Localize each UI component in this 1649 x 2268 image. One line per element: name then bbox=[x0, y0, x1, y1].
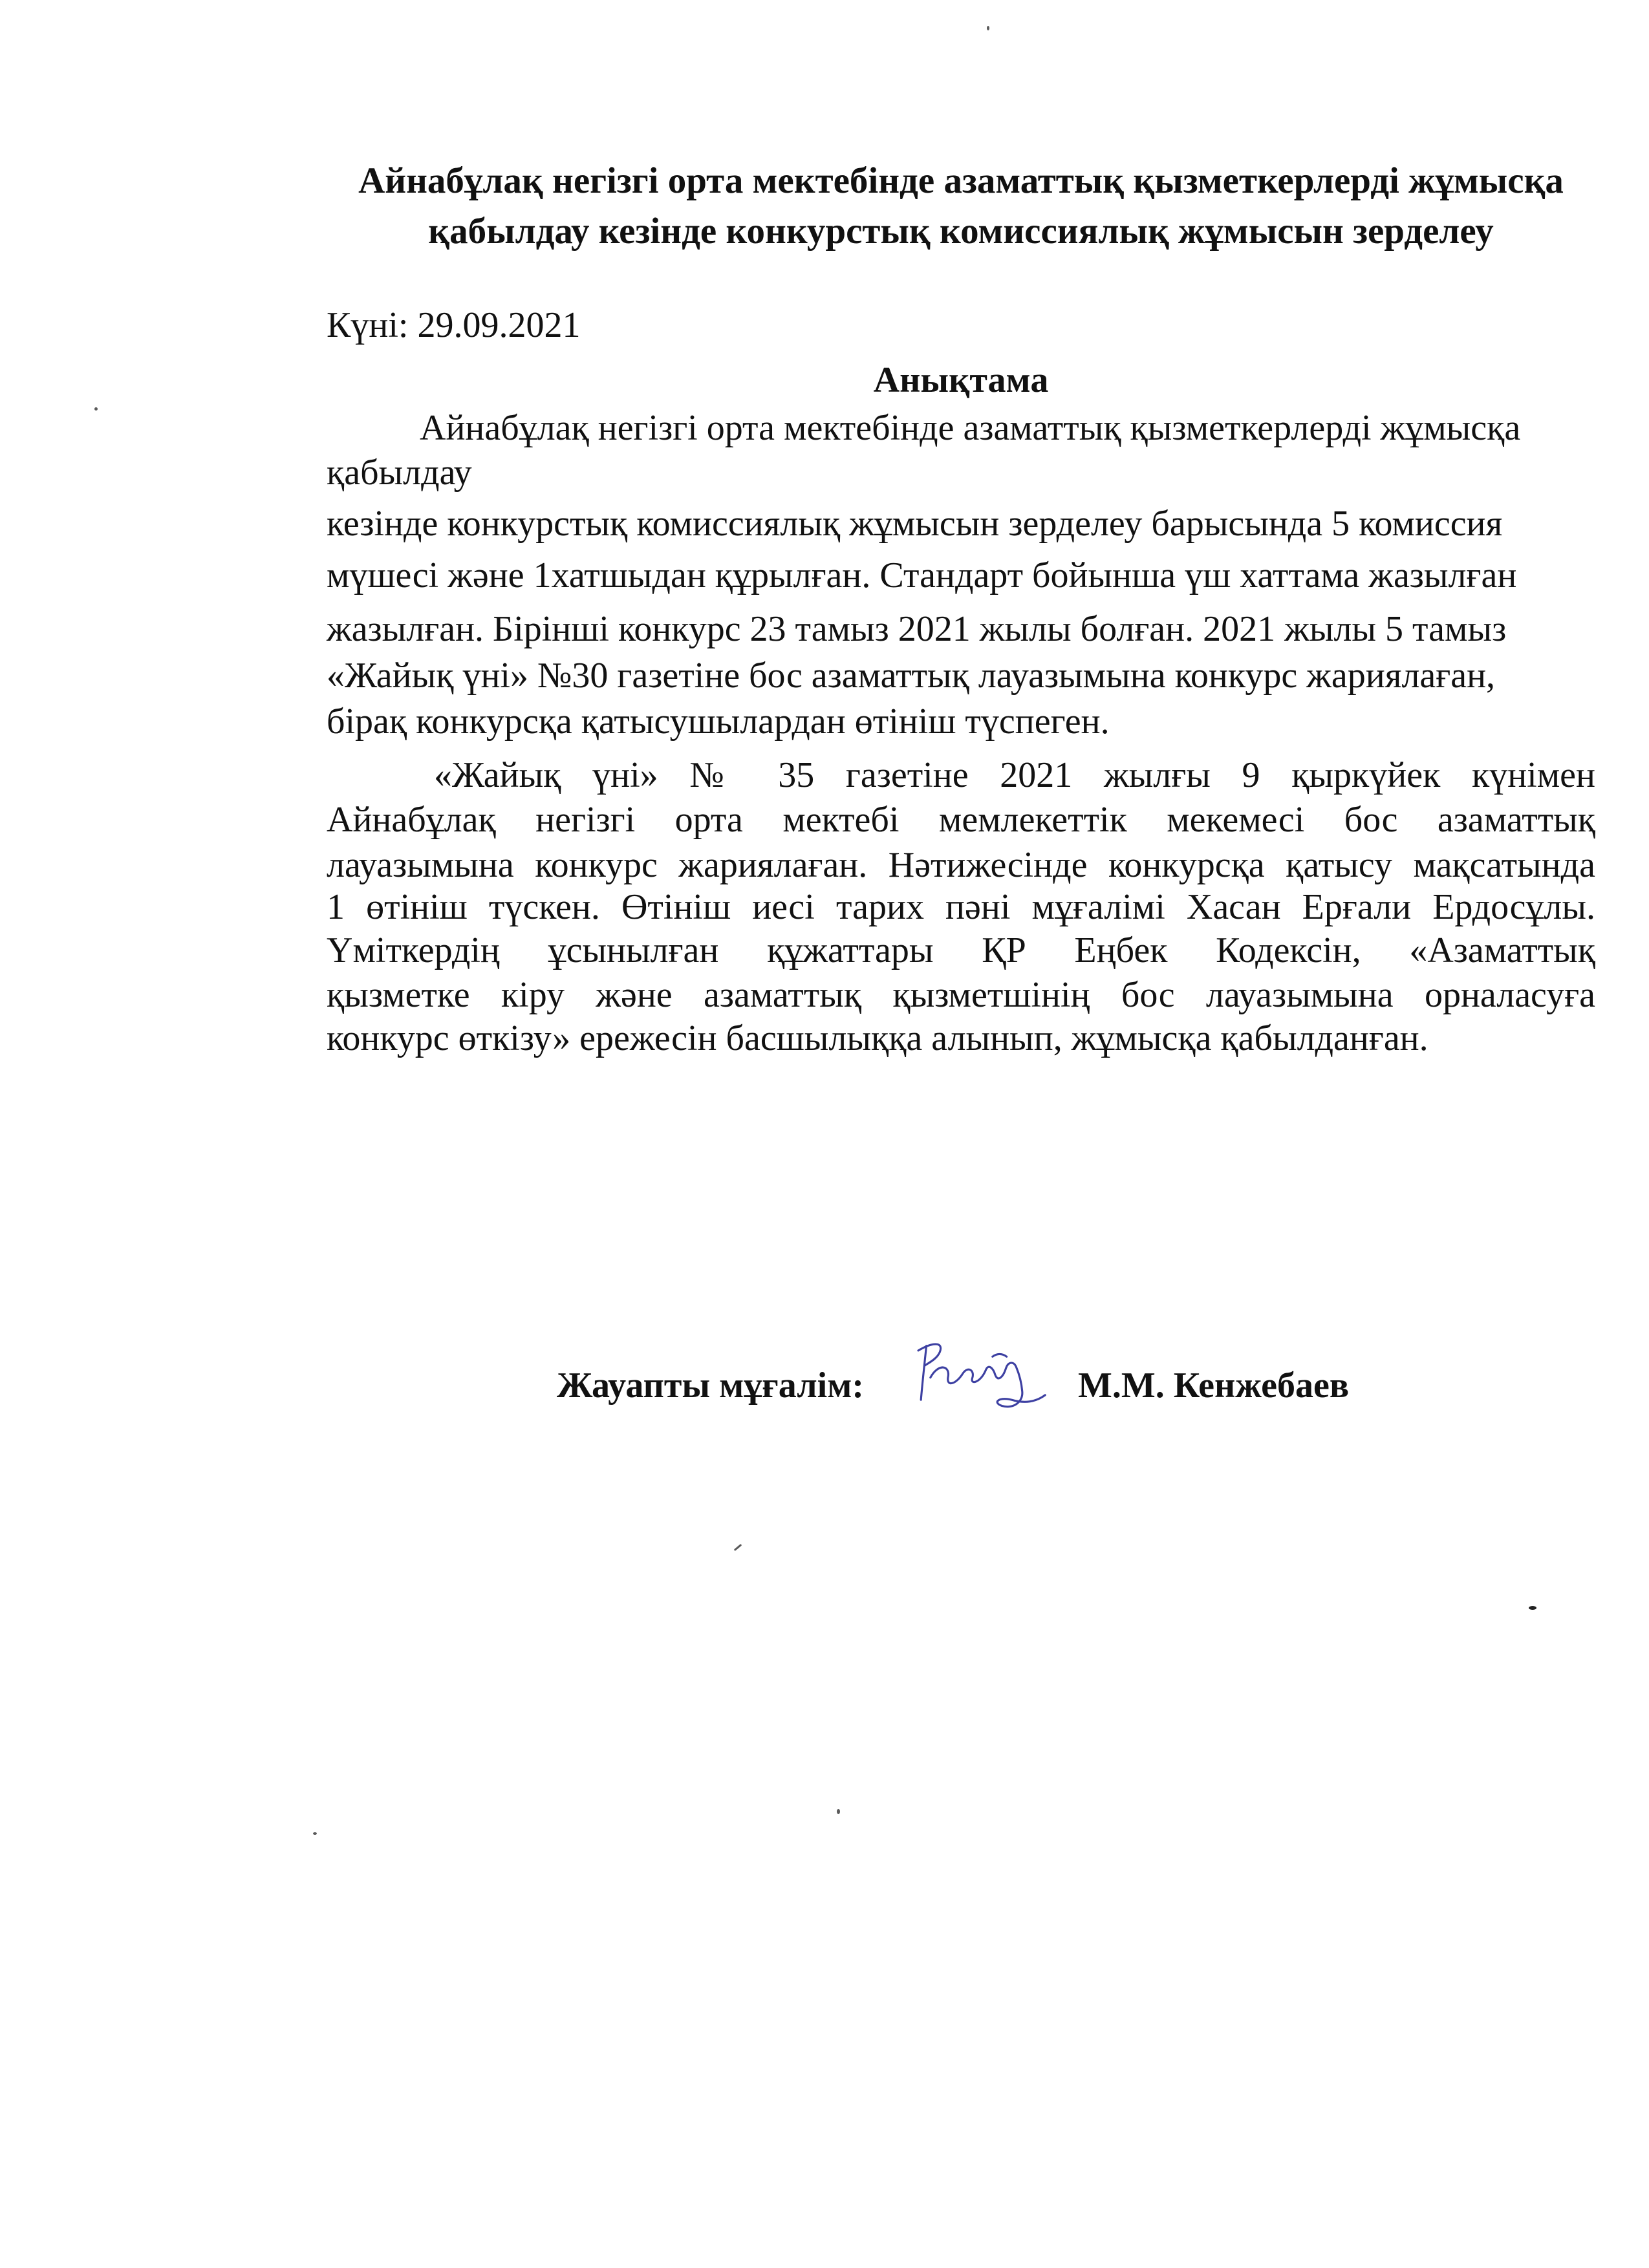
document-title-line-2: қабылдау кезінде конкурстық комиссиялық жұмысын зерделеу bbox=[428, 211, 1494, 251]
signatory-name: М.М. Кенжебаев bbox=[1078, 1365, 1350, 1406]
paragraph-2-line: лауазымына конкурс жариялаған. Нәтижесінде конкурсқа қатысу мақсатында bbox=[327, 845, 1595, 885]
scan-speck bbox=[734, 1544, 742, 1551]
scan-speck bbox=[313, 1832, 317, 1835]
paragraph-2-line: «Жайық үні» № 35 газетіне 2021 жылғы 9 қыркүйек күнімен bbox=[434, 755, 1595, 795]
handwritten-signature bbox=[912, 1336, 1049, 1413]
paragraph-1-line: мүшесі және 1хатшыдан құрылған. Стандарт бойынша үш хаттама жазылған bbox=[327, 555, 1517, 595]
paragraph-1-line: бірақ конкурсқа қатысушылардан өтініш түспеген. bbox=[327, 701, 1110, 742]
paragraph-2-line: Үміткердің ұсынылған құжаттары ҚР Еңбек Кодексін, «Азаматтық bbox=[327, 930, 1595, 970]
document-date: Күні: 29.09.2021 bbox=[327, 305, 581, 345]
paragraph-1-line: «Жайық үні» №30 газетіне бос азаматтық лауазымына конкурс жариялаған, bbox=[327, 656, 1496, 696]
paragraph-1-line: кезінде конкурстық комиссиялық жұмысын зерделеу барысында 5 комиссия bbox=[327, 504, 1503, 544]
paragraph-2-line: Айнабұлақ негізгі орта мектебі мемлекеттік мекемесі бос азаматтық bbox=[327, 800, 1595, 840]
paragraph-1-line: қабылдау bbox=[327, 453, 472, 493]
paragraph-1-line: жазылған. Бірінші конкурс 23 тамыз 2021 жылы болған. 2021 жылы 5 тамыз bbox=[327, 609, 1507, 649]
paragraph-2-line: қызметке кіру және азаматтық қызметшінің бос лауазымына орналасуға bbox=[327, 975, 1595, 1015]
scan-speck bbox=[987, 26, 989, 30]
scan-speck bbox=[1529, 1606, 1536, 1610]
signatory-role: Жауапты мұғалім: bbox=[557, 1365, 864, 1406]
scan-speck bbox=[94, 407, 98, 411]
document-heading: Анықтама bbox=[873, 360, 1049, 400]
paragraph-1-line: Айнабұлақ негізгі орта мектебінде азаматтық қызметкерлерді жұмысқа bbox=[420, 408, 1521, 448]
paragraph-2-line: 1 өтініш түскен. Өтініш иесі тарих пәні мұғалімі Хасан Ерғали Ердосұлы. bbox=[327, 887, 1595, 927]
paragraph-2-line: конкурс өткізу» ережесін басшылыққа алынып, жұмысқа қабылданған. bbox=[327, 1018, 1428, 1058]
scan-speck bbox=[837, 1809, 840, 1814]
document-title-line-1: Айнабұлақ негізгі орта мектебінде азаматтық қызметкерлерді жұмысқа bbox=[358, 160, 1564, 201]
